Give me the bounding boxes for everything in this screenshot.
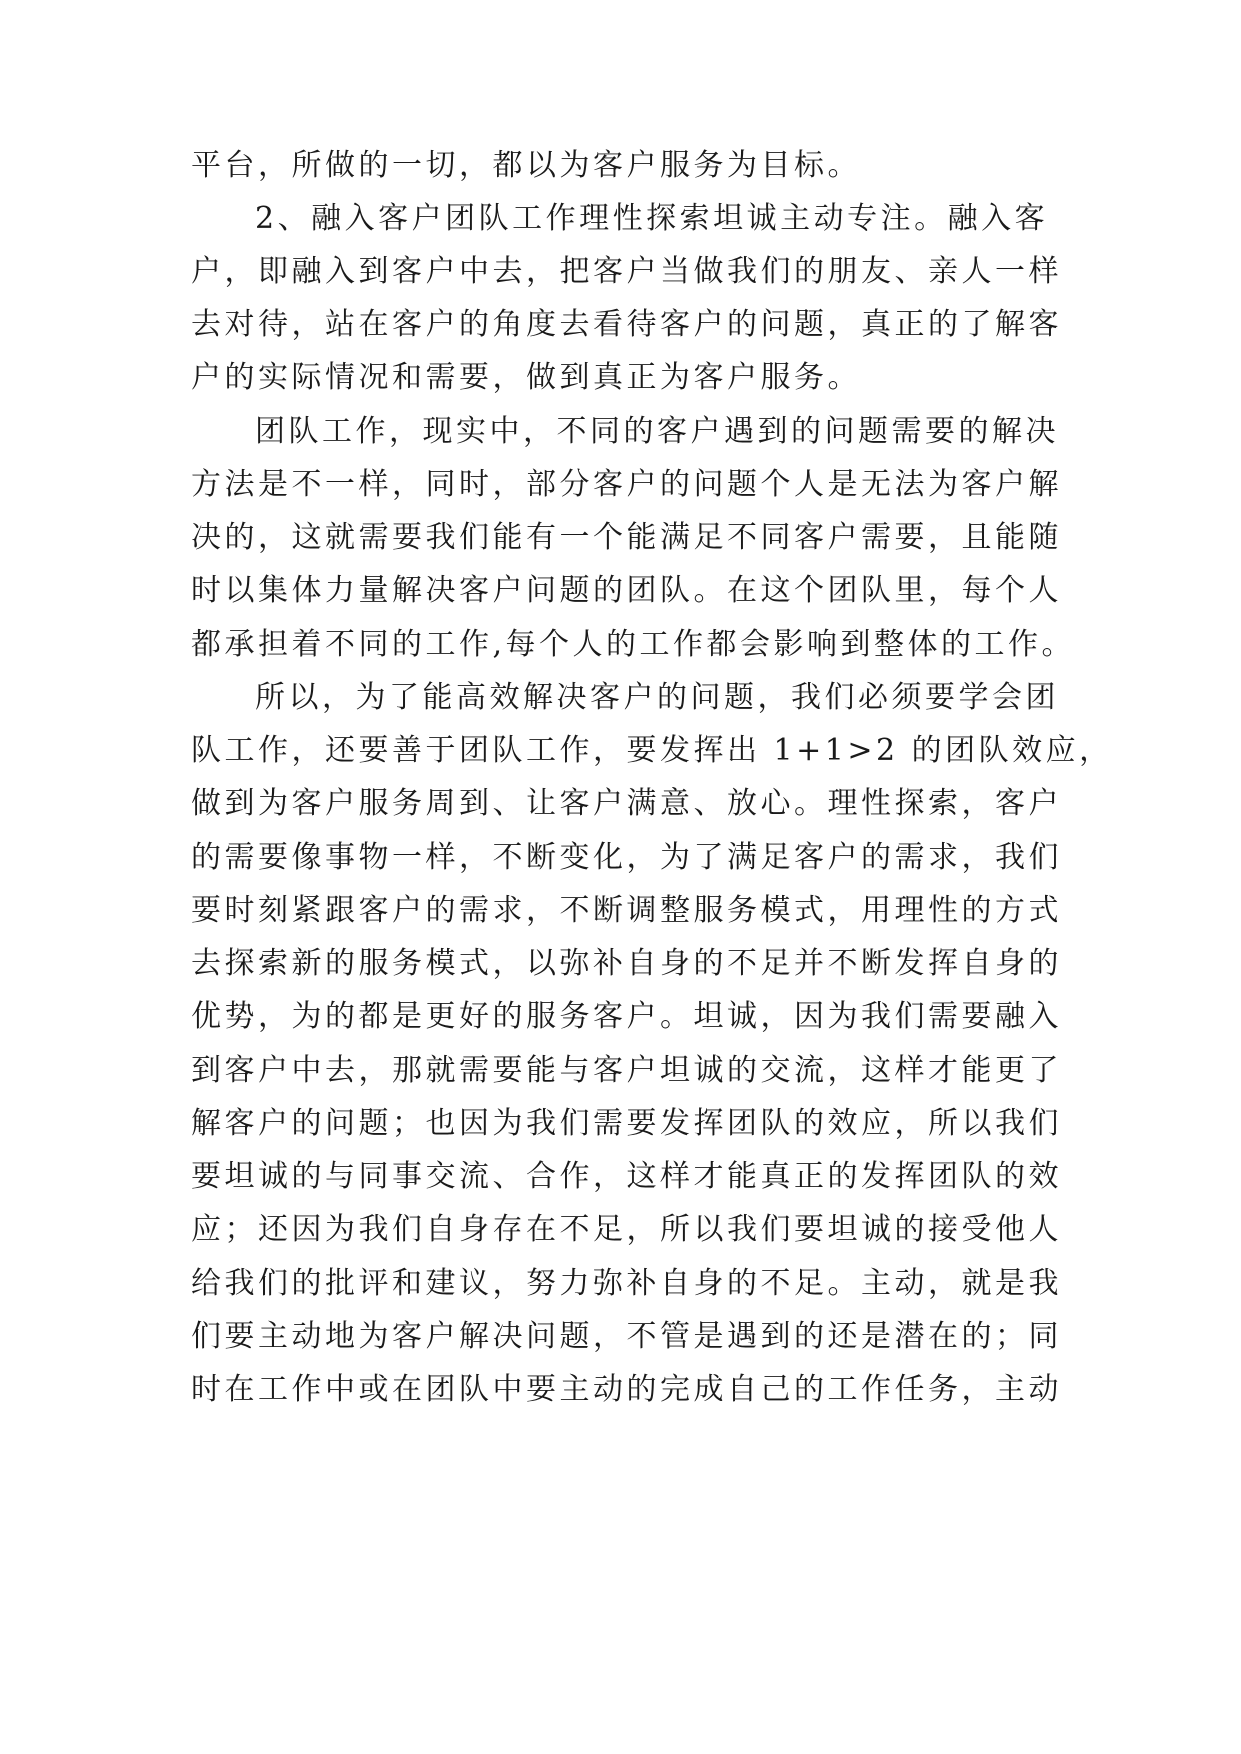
text-line: 户的实际情况和需要，做到真正为客户服务。 bbox=[191, 360, 861, 395]
text-line: 时在工作中或在团队中要主动的完成自己的工作任务，主动 bbox=[191, 1372, 1062, 1407]
text-line: 都承担着不同的工作,每个人的工作都会影响到整体的工作。 bbox=[191, 627, 1076, 662]
text-line: 们要主动地为客户解决问题，不管是遇到的还是潜在的；同 bbox=[191, 1319, 1062, 1354]
text-line: 给我们的批评和建议，努力弥补自身的不足。主动，就是我 bbox=[191, 1266, 1062, 1301]
text-line: 队工作，还要善于团队工作，要发挥出 1+1>2 的团队效应， bbox=[191, 733, 1113, 768]
text-line: 优势，为的都是更好的服务客户。坦诚，因为我们需要融入 bbox=[191, 999, 1062, 1034]
text-line: 去探索新的服务模式，以弥补自身的不足并不断发挥自身的 bbox=[191, 946, 1062, 981]
text-line: 要时刻紧跟客户的需求，不断调整服务模式，用理性的方式 bbox=[191, 893, 1062, 928]
text-line: 所以，为了能高效解决客户的问题，我们必须要学会团 bbox=[255, 680, 1059, 715]
text-line: 要坦诚的与同事交流、合作，这样才能真正的发挥团队的效 bbox=[191, 1159, 1062, 1194]
text-line: 应；还因为我们自身存在不足，所以我们要坦诚的接受他人 bbox=[191, 1212, 1062, 1247]
text-line: 到客户中去，那就需要能与客户坦诚的交流，这样才能更了 bbox=[191, 1053, 1062, 1088]
text-line: 做到为客户服务周到、让客户满意、放心。理性探索，客户 bbox=[191, 786, 1062, 821]
text-line: 时以集体力量解决客户问题的团队。在这个团队里，每个人 bbox=[191, 573, 1062, 608]
text-line: 平台，所做的一切，都以为客户服务为目标。 bbox=[191, 148, 861, 183]
text-line: 解客户的问题；也因为我们需要发挥团队的效应，所以我们 bbox=[191, 1106, 1062, 1141]
text-line: 团队工作，现实中，不同的客户遇到的问题需要的解决 bbox=[255, 414, 1059, 449]
text-line: 决的，这就需要我们能有一个能满足不同客户需要，且能随 bbox=[191, 520, 1062, 555]
text-line: 户，即融入到客户中去，把客户当做我们的朋友、亲人一样 bbox=[191, 254, 1062, 289]
text-line: 去对待，站在客户的角度去看待客户的问题，真正的了解客 bbox=[191, 307, 1062, 342]
text-line: 2、融入客户团队工作理性探索坦诚主动专注。融入客 bbox=[255, 201, 1049, 236]
text-line: 方法是不一样，同时，部分客户的问题个人是无法为客户解 bbox=[191, 467, 1062, 502]
text-line: 的需要像事物一样，不断变化，为了满足客户的需求，我们 bbox=[191, 840, 1062, 875]
